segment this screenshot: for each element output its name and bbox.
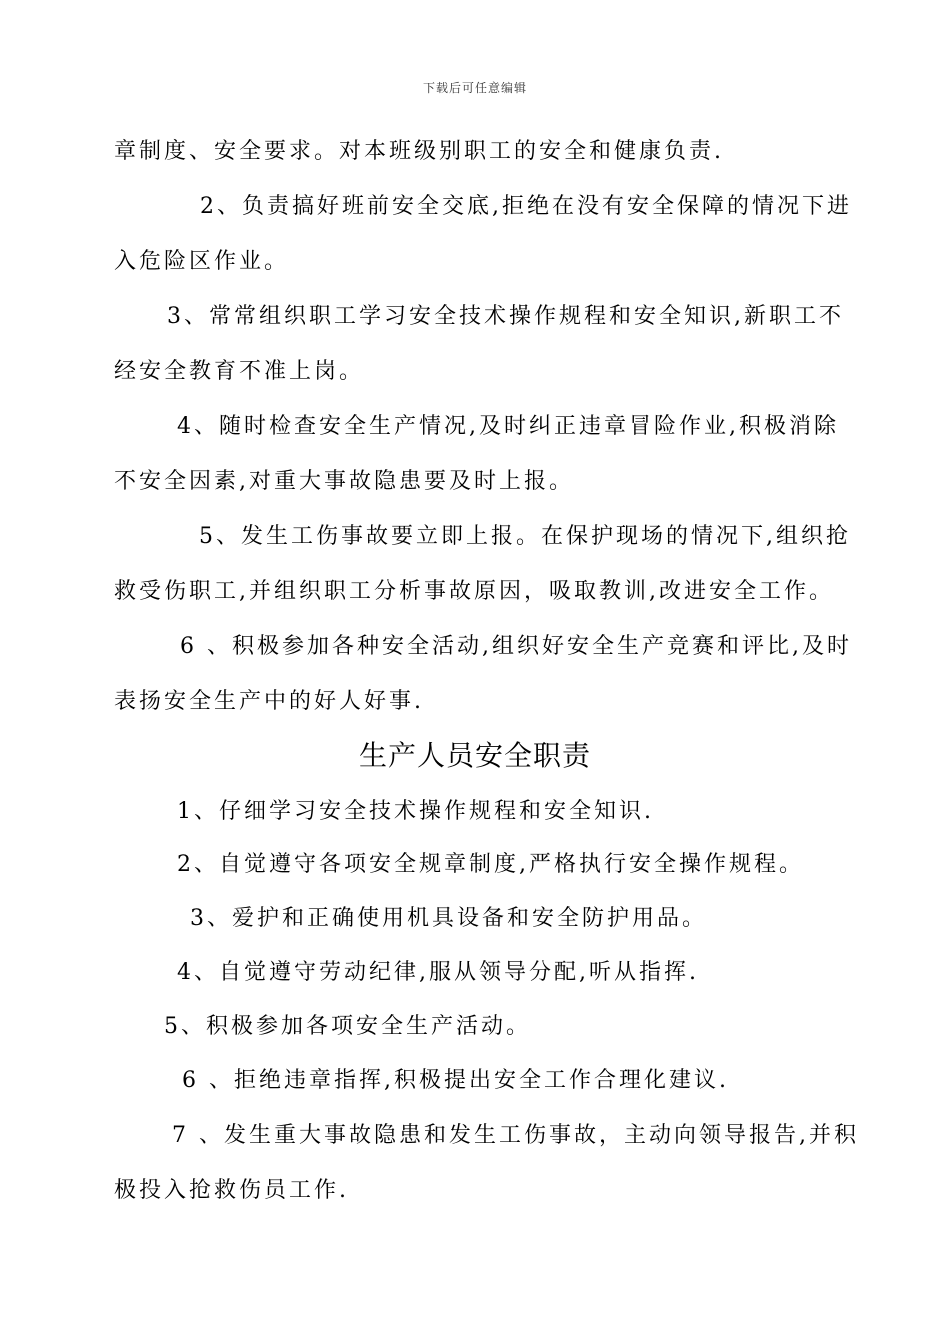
duty-item-7-line-2: 极投入抢救伤员工作. [114,1178,349,1203]
list-item-2-line-1: 2、负责搞好班前安全交底,拒绝在没有安全保障的情况下进 [200,194,852,219]
list-item-3-line-2: 经安全教育不准上岗。 [114,359,365,384]
duty-item-5: 5、积极参加各项安全生产活动。 [164,1014,531,1039]
duty-item-6: 6 、拒绝违章指挥,积极提出安全工作合理化建议. [182,1068,729,1093]
duty-item-3: 3、爱护和正确使用机具设备和安全防护用品。 [190,906,707,931]
list-item-4-line-2: 不安全因素,对重大事故隐患要及时上报。 [114,469,574,494]
duty-item-1: 1、仔细学习安全技术操作规程和安全知识. [177,799,654,824]
duty-item-7-line-1: 7 、发生重大事故隐患和发生工伤事故，主动向领导报告,并积 [172,1123,859,1148]
section-title: 生产人员安全职责 [358,739,591,772]
duty-item-2: 2、自觉遵守各项安全规章制度,严格执行安全操作规程。 [177,852,804,877]
list-item-3-line-1: 3、常常组织职工学习安全技术操作规程和安全知识,新职工不 [167,304,844,329]
list-item-4-line-1: 4、随时检查安全生产情况,及时纠正违章冒险作业,积极消除 [177,414,839,439]
list-item-6-line-2: 表扬安全生产中的好人好事. [114,689,424,714]
list-item-5-line-1: 5、发生工伤事故要立即上报。在保护现场的情况下,组织抢 [199,524,851,549]
list-item-2-line-2: 入危险区作业。 [114,249,290,274]
list-item-5-line-2: 救受伤职工,并组织职工分析事故原因，吸取教训,改进安全工作。 [114,579,834,604]
duty-item-4: 4、自觉遵守劳动纪律,服从领导分配,听从指挥. [177,960,699,985]
paragraph-line: 章制度、安全要求。对本班级别职工的安全和健康负责. [114,139,724,164]
list-item-6-line-1: 6 、积极参加各种安全活动,组织好安全生产竞赛和评比,及时 [180,634,852,659]
page-header: 下载后可任意编辑 [422,81,527,95]
